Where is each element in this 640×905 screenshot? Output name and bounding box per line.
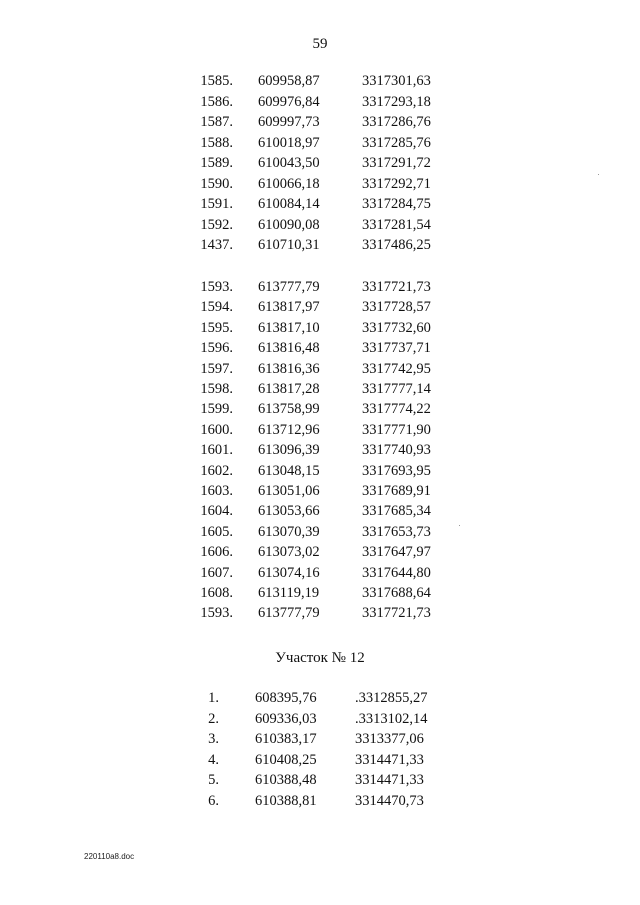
point-number: 1606. bbox=[200, 544, 233, 561]
point-number: 1602. bbox=[200, 462, 233, 479]
coordinate-row bbox=[0, 235, 640, 255]
point-number: 2. bbox=[208, 710, 219, 727]
point-number: 1588. bbox=[200, 134, 233, 151]
point-number: 1586. bbox=[200, 93, 233, 110]
y-coordinate: 3317285,76 bbox=[362, 134, 431, 151]
y-coordinate: 3314470,73 bbox=[355, 793, 424, 809]
coordinate-row bbox=[0, 174, 640, 194]
coordinate-row bbox=[0, 133, 640, 153]
x-coordinate: 610388,48 bbox=[255, 772, 317, 789]
point-number: 1607. bbox=[200, 564, 233, 581]
footer-filename: 220110a8.doc bbox=[84, 852, 135, 861]
y-coordinate: 3317728,57 bbox=[362, 299, 431, 316]
point-number: 1595. bbox=[200, 319, 233, 336]
point-number: 1596. bbox=[200, 340, 233, 357]
x-coordinate: 609958,87 bbox=[258, 73, 320, 89]
x-coordinate: 613816,36 bbox=[258, 360, 320, 377]
coordinate-row bbox=[0, 481, 640, 501]
y-coordinate: 3317693,95 bbox=[362, 462, 431, 479]
point-number: 5. bbox=[208, 772, 219, 789]
x-coordinate: 608395,76 bbox=[255, 690, 317, 706]
x-coordinate: 613119,19 bbox=[258, 585, 320, 601]
coordinate-row bbox=[0, 194, 640, 214]
x-coordinate: 613074,16 bbox=[258, 564, 320, 581]
x-coordinate: 613816,48 bbox=[258, 340, 320, 357]
point-number: 1593. bbox=[200, 279, 233, 295]
y-coordinate: 3317737,71 bbox=[362, 340, 431, 357]
x-coordinate: 613777,79 bbox=[258, 605, 320, 622]
x-coordinate: 610066,18 bbox=[258, 175, 320, 192]
point-number: 1594. bbox=[200, 299, 233, 316]
coordinate-row bbox=[0, 153, 640, 173]
y-coordinate: 3317301,63 bbox=[362, 73, 431, 89]
x-coordinate: 610043,50 bbox=[258, 155, 320, 171]
y-coordinate: 3314471,33 bbox=[355, 772, 424, 789]
coordinate-row bbox=[0, 71, 640, 91]
x-coordinate: 613073,02 bbox=[258, 544, 320, 561]
coordinate-row bbox=[0, 770, 640, 790]
point-number: 6. bbox=[208, 793, 219, 809]
x-coordinate: 613053,66 bbox=[258, 503, 320, 520]
coordinate-row bbox=[0, 461, 640, 481]
y-coordinate: 3317653,73 bbox=[362, 523, 431, 540]
coordinate-row bbox=[0, 297, 640, 317]
x-coordinate: 613817,97 bbox=[258, 299, 320, 316]
y-coordinate: .3313102,14 bbox=[355, 710, 428, 727]
y-coordinate: 3317721,73 bbox=[362, 605, 431, 622]
coordinate-row bbox=[0, 583, 640, 603]
coordinate-row bbox=[0, 277, 640, 297]
point-number: 1603. bbox=[200, 483, 233, 499]
y-coordinate: 3314471,33 bbox=[355, 751, 424, 768]
y-coordinate: 3317644,80 bbox=[362, 564, 431, 581]
y-coordinate: 3317685,34 bbox=[362, 503, 431, 520]
y-coordinate: 3317774,22 bbox=[362, 401, 431, 418]
coordinate-row bbox=[0, 92, 640, 112]
coordinate-row bbox=[0, 379, 640, 399]
point-number: 1593. bbox=[200, 605, 233, 622]
coordinate-row bbox=[0, 501, 640, 521]
x-coordinate: 613048,15 bbox=[258, 462, 320, 479]
scan-speck bbox=[598, 174, 599, 175]
point-number: 1585. bbox=[200, 73, 233, 89]
point-number: 1587. bbox=[200, 114, 233, 130]
coordinate-row bbox=[0, 791, 640, 811]
coordinate-row bbox=[0, 420, 640, 440]
x-coordinate: 613096,39 bbox=[258, 442, 320, 459]
y-coordinate: 3317486,25 bbox=[362, 237, 431, 253]
coordinate-row bbox=[0, 215, 640, 235]
x-coordinate: 609997,73 bbox=[258, 114, 320, 130]
point-number: 1608. bbox=[200, 585, 233, 601]
y-coordinate: 3317721,73 bbox=[362, 279, 431, 295]
y-coordinate: 3317293,18 bbox=[362, 93, 431, 110]
y-coordinate: 3317647,97 bbox=[362, 544, 431, 561]
point-number: 1601. bbox=[200, 442, 233, 459]
point-number: 1600. bbox=[200, 421, 233, 438]
x-coordinate: 613051,06 bbox=[258, 483, 320, 499]
point-number: 1590. bbox=[200, 175, 233, 192]
coordinate-row bbox=[0, 563, 640, 583]
x-coordinate: 613070,39 bbox=[258, 523, 320, 540]
coordinate-row bbox=[0, 338, 640, 358]
point-number: 1597. bbox=[200, 360, 233, 377]
point-number: 1598. bbox=[200, 381, 233, 397]
point-number: 1591. bbox=[200, 196, 233, 212]
y-coordinate: .3312855,27 bbox=[355, 690, 428, 706]
coordinate-row bbox=[0, 603, 640, 623]
y-coordinate: 3317688,64 bbox=[362, 585, 431, 601]
point-number: 1592. bbox=[200, 216, 233, 233]
y-coordinate: 3317742,95 bbox=[362, 360, 431, 377]
y-coordinate: 3317286,76 bbox=[362, 114, 431, 130]
point-number: 1604. bbox=[200, 503, 233, 520]
x-coordinate: 613777,79 bbox=[258, 279, 320, 295]
page-number: 59 bbox=[312, 36, 328, 52]
scan-speck bbox=[459, 525, 460, 526]
coordinate-row bbox=[0, 522, 640, 542]
point-number: 1589. bbox=[200, 155, 233, 171]
x-coordinate: 610710,31 bbox=[258, 237, 320, 253]
x-coordinate: 610388,81 bbox=[255, 793, 317, 809]
coordinate-row bbox=[0, 688, 640, 708]
point-number: 3. bbox=[208, 731, 219, 748]
x-coordinate: 609336,03 bbox=[255, 710, 317, 727]
x-coordinate: 610408,25 bbox=[255, 751, 317, 768]
y-coordinate: 3317732,60 bbox=[362, 319, 431, 336]
coordinate-row bbox=[0, 709, 640, 729]
x-coordinate: 610090,08 bbox=[258, 216, 320, 233]
y-coordinate: 3313377,06 bbox=[355, 731, 424, 748]
point-number: 1. bbox=[208, 690, 219, 706]
x-coordinate: 613817,28 bbox=[258, 381, 320, 397]
x-coordinate: 613758,99 bbox=[258, 401, 320, 418]
y-coordinate: 3317777,14 bbox=[362, 381, 431, 397]
x-coordinate: 610018,97 bbox=[258, 134, 320, 151]
y-coordinate: 3317292,71 bbox=[362, 175, 431, 192]
point-number: 1437. bbox=[200, 237, 233, 253]
y-coordinate: 3317740,93 bbox=[362, 442, 431, 459]
y-coordinate: 3317281,54 bbox=[362, 216, 431, 233]
section-title: Участок № 12 bbox=[275, 650, 365, 666]
y-coordinate: 3317771,90 bbox=[362, 421, 431, 438]
point-number: 1605. bbox=[200, 523, 233, 540]
x-coordinate: 613817,10 bbox=[258, 319, 320, 336]
coordinate-row bbox=[0, 440, 640, 460]
coordinate-row bbox=[0, 359, 640, 379]
coordinate-row bbox=[0, 729, 640, 749]
x-coordinate: 613712,96 bbox=[258, 421, 320, 438]
coordinate-row bbox=[0, 399, 640, 419]
y-coordinate: 3317689,91 bbox=[362, 483, 431, 499]
y-coordinate: 3317284,75 bbox=[362, 196, 431, 212]
x-coordinate: 609976,84 bbox=[258, 93, 320, 110]
x-coordinate: 610084,14 bbox=[258, 196, 320, 212]
point-number: 4. bbox=[208, 751, 219, 768]
x-coordinate: 610383,17 bbox=[255, 731, 317, 748]
y-coordinate: 3317291,72 bbox=[362, 155, 431, 171]
point-number: 1599. bbox=[200, 401, 233, 418]
coordinate-row bbox=[0, 750, 640, 770]
coordinate-row bbox=[0, 112, 640, 132]
coordinate-row bbox=[0, 318, 640, 338]
coordinate-row bbox=[0, 542, 640, 562]
